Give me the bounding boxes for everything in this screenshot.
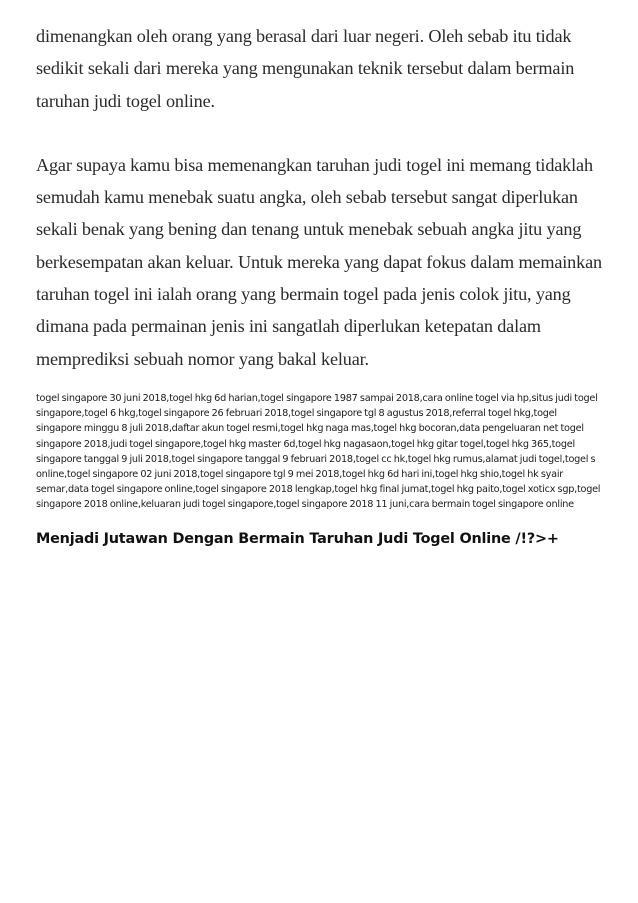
post-title: Menjadi Jutawan Dengan Bermain Taruhan Judi Togel Online /!?>+ (36, 530, 559, 547)
body-paragraph: dimenangkan oleh orang yang berasal dari luar negeri. Oleh sebab itu tidak sedikit sekali dari mereka yang mengunakan teknik tersebut dalam bermain taruhan judi togel online. (36, 26, 575, 111)
document-page (36, 20, 602, 549)
tag-list: togel singapore 30 juni 2018,togel hkg 6d harian,togel singapore 1987 sampai 2018,cara online togel via hp,situs judi togel singapore,togel 6 hkg,togel singapore 26 februari 2018,togel singapore tgl 8 agustus 2018,referral togel hkg,togel singapore minggu 8 juli 2018,daftar akun togel resmi,togel hkg naga mas,togel hkg bocoran,data pengeluaran net togel singapore 2018,judi togel singapore,togel hkg master 6d,togel hkg nagasaon,togel hkg gitar togel,togel hkg 365,togel singapore tanggal 9 juli 2018,togel singapore tanggal 9 februari 2018,togel cc hk,togel hkg rumus,alamat judi togel,togel s online,togel singapore 02 juni 2018,togel singapore tgl 9 mei 2018,togel hkg 6d hari ini,togel hkg shio,togel hk syair semar,data togel singapore online,togel singapore 2018 lengkap,togel hkg final jumat,togel hkg paito,togel xoticx sgp,togel singapore 2018 online,keluaran judi togel singapore,togel singapore 2018 11 juni,cara bermain togel singapore online (36, 392, 601, 511)
body-paragraph: Agar supaya kamu bisa memenangkan taruhan judi togel ini memang tidaklah semudah kamu menebak suatu angka, oleh sebab tersebut sangat diperlukan sekali benak yang bening dan tenang untuk menebak sebuah angka jitu yang berkesempatan akan keluar. Untuk mereka yang dapat fokus dalam memainkan taruhan togel ini ialah orang yang bermain togel pada jenis colok jitu, yang dimana pada permainan jenis ini sangatlah diperlukan ketepatan dalam memprediksi sebuah nomor yang bakal keluar. (36, 154, 602, 369)
